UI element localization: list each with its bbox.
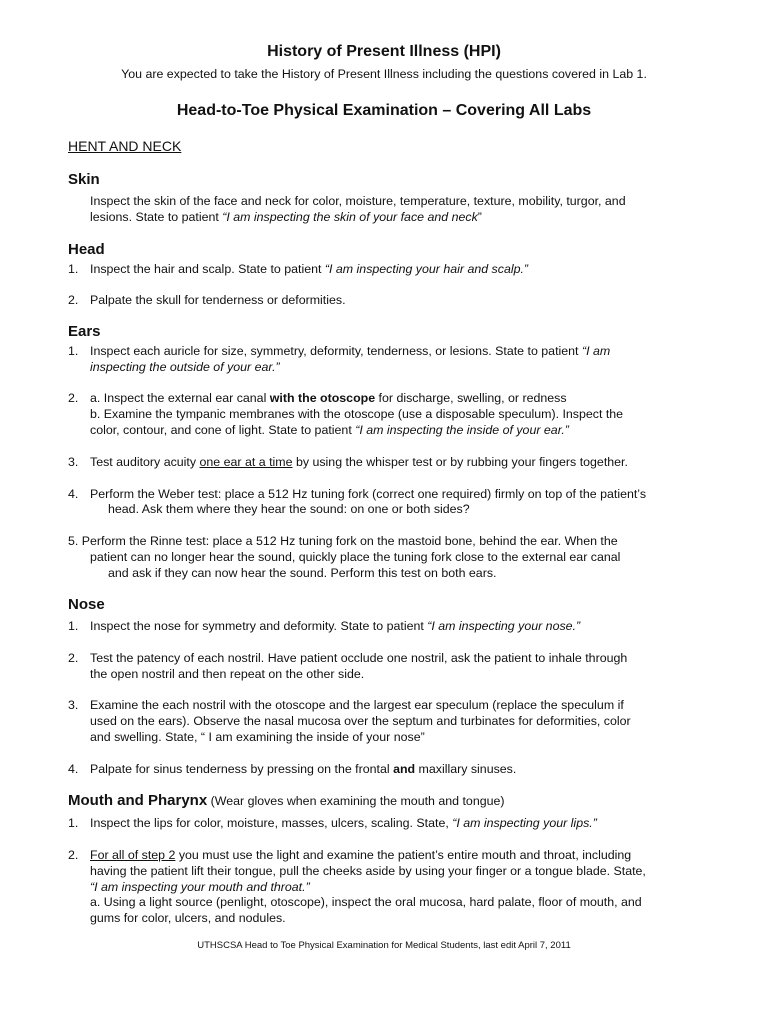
ears-item-5-cont-2: and ask if they can now hear the sound. Perform this test on both ears. <box>108 566 497 580</box>
nose-item-3: Examine the each nostril with the otoscope and the largest ear speculum (replace the speculum if <box>90 698 624 712</box>
mouth-item-2-cont-2: “I am inspecting your mouth and throat.” <box>90 880 310 894</box>
ears-item-3: Test auditory acuity one ear at a time by using the whisper test or by rubbing your fingers together. <box>90 455 628 469</box>
mouth-item-2-number: 2. <box>68 848 79 862</box>
nose-item-3-cont-2: and swelling. State, “ I am examining the inside of your nose” <box>90 730 425 744</box>
ears-item-5-cont-1: patient can no longer hear the sound, quickly place the tuning fork close to the external ear canal <box>90 550 621 564</box>
nose-item-3-number: 3. <box>68 698 79 712</box>
nose-heading: Nose <box>68 596 105 613</box>
head-item-2: Palpate the skull for tenderness or deformities. <box>90 293 346 307</box>
ears-item-2b: b. Examine the tympanic membranes with the otoscope (use a disposable speculum). Inspect the <box>90 407 624 421</box>
head-heading: Head <box>68 241 105 258</box>
skin-heading: Skin <box>68 171 100 188</box>
ears-item-1: Inspect each auricle for size, symmetry, deformity, tenderness, or lesions. State to patient “I am <box>90 344 611 358</box>
nose-item-2: Test the patency of each nostril. Have patient occlude one nostril, ask the patient to inhale through <box>90 651 628 665</box>
ears-item-2-number: 2. <box>68 391 79 405</box>
head-item-2-number: 2. <box>68 293 79 307</box>
mouth-item-2: For all of step 2 you must use the light and examine the patient’s entire mouth and throat, including <box>90 848 632 862</box>
mouth-item-1: Inspect the lips for color, moisture, masses, ulcers, scaling. State, “I am inspecting your lips.” <box>90 816 597 830</box>
ears-item-4-cont: head. Ask them where they hear the sound: on one or both sides? <box>108 502 470 516</box>
ears-item-4-number: 4. <box>68 487 79 501</box>
ears-item-1-number: 1. <box>68 344 79 358</box>
section-heading: HENT AND NECK <box>68 138 182 154</box>
nose-item-3-cont-1: used on the ears). Observe the nasal mucosa over the septum and turbinates for deformities, color <box>90 714 631 728</box>
skin-line-2: lesions. State to patient “I am inspecting the skin of your face and neck” <box>90 210 482 224</box>
ears-item-1-cont: inspecting the outside of your ear.” <box>90 360 280 374</box>
ears-item-2c: color, contour, and cone of light. State to patient “I am inspecting the inside of your ear.” <box>90 423 569 437</box>
nose-item-1: Inspect the nose for symmetry and deformity. State to patient “I am inspecting your nose.” <box>90 619 581 633</box>
mouth-item-1-number: 1. <box>68 816 79 830</box>
ears-item-3-number: 3. <box>68 455 79 469</box>
ears-item-5: 5. Perform the Rinne test: place a 512 Hz tuning fork on the mastoid bone, behind the ear. When the <box>68 534 618 548</box>
mouth-item-2a-cont: gums for color, ulcers, and nodules. <box>90 911 286 925</box>
nose-item-2-number: 2. <box>68 651 79 665</box>
intro-text: You are expected to take the History of Present Illness including the questions covered in Lab 1. <box>121 67 647 81</box>
ears-heading: Ears <box>68 323 101 340</box>
page-title: History of Present Illness (HPI) <box>267 43 501 60</box>
page-footer: UTHSCSA Head to Toe Physical Examination for Medical Students, last edit April 7, 2011 <box>197 940 571 951</box>
mouth-heading: Mouth and Pharynx (Wear gloves when examining the mouth and tongue) <box>68 792 505 809</box>
head-item-1: Inspect the hair and scalp. State to patient “I am inspecting your hair and scalp.” <box>90 262 529 276</box>
mouth-item-2a: a. Using a light source (penlight, otoscope), inspect the oral mucosa, hard palate, floor of mouth, and <box>90 895 642 909</box>
nose-item-4-number: 4. <box>68 762 79 776</box>
head-item-1-number: 1. <box>68 262 79 276</box>
nose-item-2-cont: the open nostril and then repeat on the other side. <box>90 667 365 681</box>
nose-item-4: Palpate for sinus tenderness by pressing on the frontal and maxillary sinuses. <box>90 762 517 776</box>
mouth-item-2-cont-1: having the patient lift their tongue, pull the cheeks aside by using your finger or a tongue blade. State, <box>90 864 646 878</box>
ears-item-2a: a. Inspect the external ear canal with the otoscope for discharge, swelling, or redness <box>90 391 567 405</box>
skin-line-1: Inspect the skin of the face and neck for color, moisture, temperature, texture, mobility, turgor, and <box>90 194 626 208</box>
nose-item-1-number: 1. <box>68 619 79 633</box>
ears-item-4: Perform the Weber test: place a 512 Hz tuning fork (correct one required) firmly on top of the patient’s <box>90 487 647 501</box>
exam-title: Head-to-Toe Physical Examination – Covering All Labs <box>176 102 592 119</box>
